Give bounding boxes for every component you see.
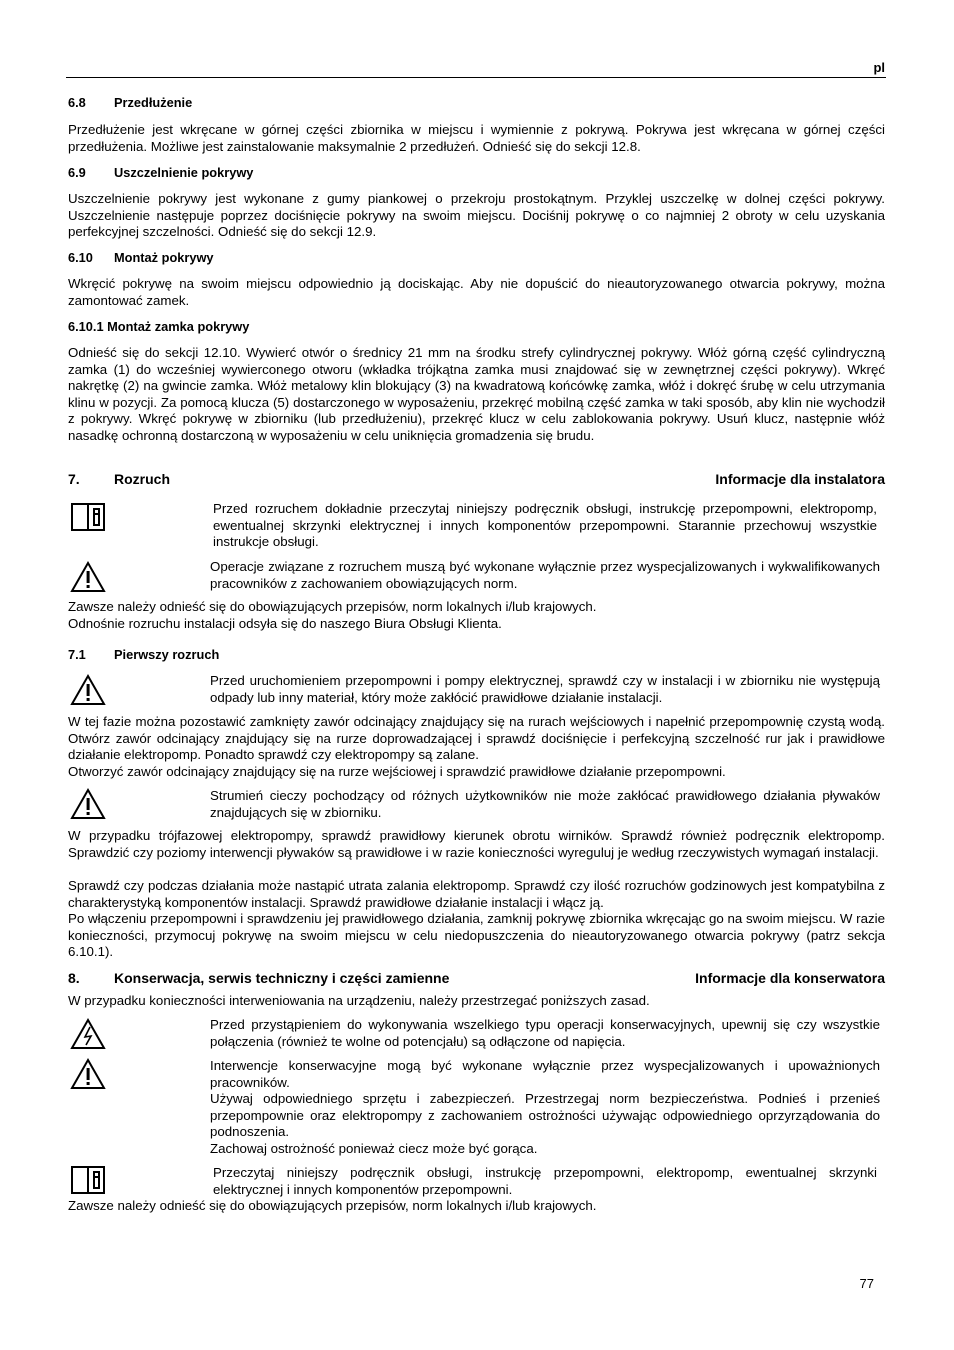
audience-label: Informacje dla konserwatora [695,970,885,986]
warning-triangle-icon [70,1057,108,1089]
note-qualified-staff: Operacje związane z rozruchem muszą być wykonane wyłącznie przez wyspecjalizowanych i wykwalifikowanych pracowników z zachowaniem obowiązujących norm. [210,559,880,591]
language-code: pl [873,60,885,75]
paragraph-7-line2: Odnośnie rozruchu instalacji odsyła się do naszego Biura Obsługi Klienta. [68,616,502,631]
note-read-manual-8: Przeczytaj niniejszy podręcznik obsługi, instrukcję przepompowni, elektropomp, ewentualnej skrzynki elektrycznej i innych komponentów przepompowni. [213,1165,877,1197]
warning-triangle-icon [70,673,108,705]
paragraph-8-intro: W przypadku konieczności interweniowania na urządzeniu, należy przestrzegać poniższych zasad. [68,993,650,1008]
heading-7-1 [68,647,885,664]
manual-book-icon [70,1165,108,1197]
paragraph-7-1-c: W przypadku trójfazowej elektropompy, sprawdź prawidłowy kierunek obrotu wirników. Sprawdź również podręcznik elektropomp. Sprawdzić czy poziomy interwencji pływaków są prawidłowe i w razie konieczności wyreguluj je według rzeczywistych wymagań instalacji. [68,828,885,860]
heading-6-8 [68,95,885,112]
paragraph-6-10: Wkręcić pokrywę na swoim miejscu odpowiednio ją dociskając. Aby nie dopuścić do nieautoryzowanego otwarcia pokrywy, można zamontować zamek. [68,276,885,308]
paragraph-6-10-1: Odnieść się do sekcji 12.10. Wywierć otwór o średnicy 21 mm na środku strefy cylindrycznej pokrywy. Włóż górną część cylindryczną zamka (1) do wcześniej wywierconego otworu (wkładka trójkątna zamka musi znajdować się w zewnętrznej części pokrywy). Wkręć nakrętkę (2) na gwincie zamka. Włóż metalowy klin blokujący (3) na kwadratową końcówkę zamka, włóż i dokręć śrubę w celu utrzymania klinu w pozycji. Za pomocą klucza (5) dostarczonego w wyposażeniu, przekręć mobilną część zamka w taki sposób, aby klin nie wychodził z pokrywy. Wkręć pokrywę w zbiorniku (lub przedłużeniu), przekręć klucz w celu zablokowania pokrywy. Usuń klucz, następnie włóż nasadkę ochronną dostarczoną w wyposażeniu w celu uniknięcia gromadzenia się brudu. [68,345,885,443]
warning-triangle-icon [70,787,108,819]
paragraph-6-8: Przedłużenie jest wkręcane w górnej części zbiornika w miejscu i wymiennie z pokrywą. Pokrywa jest wkręcana w górnej części przedłużenia. Możliwe jest zainstalowanie maksymalnie 2 przedłużeń. Odnieść się do sekcji 12.8. [68,122,885,154]
paragraph-7-1-d: Sprawdź czy podczas działania może nastąpić utrata zalania elektropomp. Sprawdź czy ilość rozruchów godzinowych jest kompatybilna z charakterystyką komponentów instalacji. Sprawdź prawidłowe działanie instalacji i włącz ją. [68,878,885,910]
note-liquid-stream: Strumień cieczy pochodzący od różnych użytkowników nie może zakłócać prawidłowego działania pływaków znajdujących się w zbiorniku. [210,788,880,820]
section-title: Montaż pokrywy [114,250,214,265]
paragraph-7-1-a: W tej fazie można pozostawić zamknięty zawór odcinający znajdujący się na rurach wejściowych i napełnić przepompownię czystą wodą. Otwórz zawór odcinający znajdujący się na rurze doprowadzającej i sprawdź dociśnięcie i perfekcyjną szczelność rur jak i prawidłowe działanie elektropomp. Ponadto sprawdź czy elektropompy są zalane. [68,714,885,763]
section-number: 7. [68,471,80,487]
heading-6-10 [68,250,885,267]
paragraph-7-1-b: Otworzyć zawór odcinający znajdujący się na rurze wejściowej i sprawdzić prawidłowe działanie przepompowni. [68,764,726,779]
electric-hazard-icon [70,1017,108,1049]
note-equipment-safety: Używaj odpowiedniego sprzętu i zabezpieczeń. Przestrzegaj norm bezpieczeństwa. Podnieś i przenieś przepompownie oraz elektropompy z zachowaniem ostrożności używając odpowiedniego oprzyrządowania do podnoszenia. [210,1091,880,1140]
paragraph-7-line1: Zawsze należy odnieść się do obowiązujących przepisów, norm lokalnych i/lub krajowych. [68,599,597,614]
note-disconnect-power: Przed przystąpieniem do wykonywania wszelkiego typu operacji konserwacyjnych, upewnij się czy wszystkie połączenia (również te wolne od potencjału) są odłączone od napięcia. [210,1017,880,1049]
section-title: Rozruch [114,471,170,487]
paragraph-8-line1: Zawsze należy odnieść się do obowiązujących przepisów, norm lokalnych i/lub krajowych. [68,1198,597,1213]
section-title: Pierwszy rozruch [114,647,220,662]
audience-label: Informacje dla instalatora [715,471,885,487]
heading-8 [68,970,885,987]
section-number: 6.9 [68,165,86,180]
warning-triangle-icon [70,560,108,592]
heading-6-9 [68,165,885,182]
page-number: 77 [859,1276,874,1291]
section-title: Przedłużenie [114,95,193,110]
section-number: 6.8 [68,95,86,110]
note-check-debris: Przed uruchomieniem przepompowni i pompy elektrycznej, sprawdź czy w instalacji i w zbiorniku nie występują odpady lub inny materiał, który może zakłócić prawidłowe działanie instalacji. [210,673,880,705]
note-authorized-staff: Interwencje konserwacyjne mogą być wykonane wyłącznie przez wyspecjalizowanych i upoważnionych pracowników. [210,1058,880,1090]
heading-7 [68,471,885,488]
note-hot-liquid: Zachowaj ostrożność ponieważ ciecz może być gorąca. [210,1141,538,1156]
header-rule [66,77,886,78]
paragraph-6-9: Uszczelnienie pokrywy jest wykonane z gumy piankowej o przekroju prostokątnym. Przyklej uszczelkę w dolnej części pokrywy. Uszczelnienie następuje poprzez dociśnięcie pokrywy na swoim miejscu. Dociśnij pokrywę o co najmniej 2 obroty w celu uzyskania perfekcyjnej szczelności. Odnieść się do sekcji 12.9. [68,191,885,240]
note-read-manual: Przed rozruchem dokładnie przeczytaj niniejszy podręcznik obsługi, instrukcję przepompowni, elektropomp, ewentualnej skrzynki elektrycznej i innych komponentów przepompowni. Starannie przechowuj wszystkie instrukcje obsługi. [213,501,877,550]
section-title: Konserwacja, serwis techniczny i części zamienne [114,970,450,986]
heading-6-10-1: 6.10.1 Montaż zamka pokrywy [68,319,250,334]
section-title: Uszczelnienie pokrywy [114,165,254,180]
section-number: 6.10 [68,250,93,265]
section-number: 8. [68,970,80,986]
manual-book-icon [70,502,108,534]
section-number: 7.1 [68,647,86,662]
paragraph-7-1-e: Po włączeniu przepompowni i sprawdzeniu jej prawidłowego działania, zamknij pokrywę zbiornika wkręcając go na swoim miejscu. W razie konieczności, przymocuj pokrywę na swoim miejscu w celu niedopuszczenia do nieautoryzowanego otwarcia pokrywy (patrz sekcja 6.10.1). [68,911,885,960]
